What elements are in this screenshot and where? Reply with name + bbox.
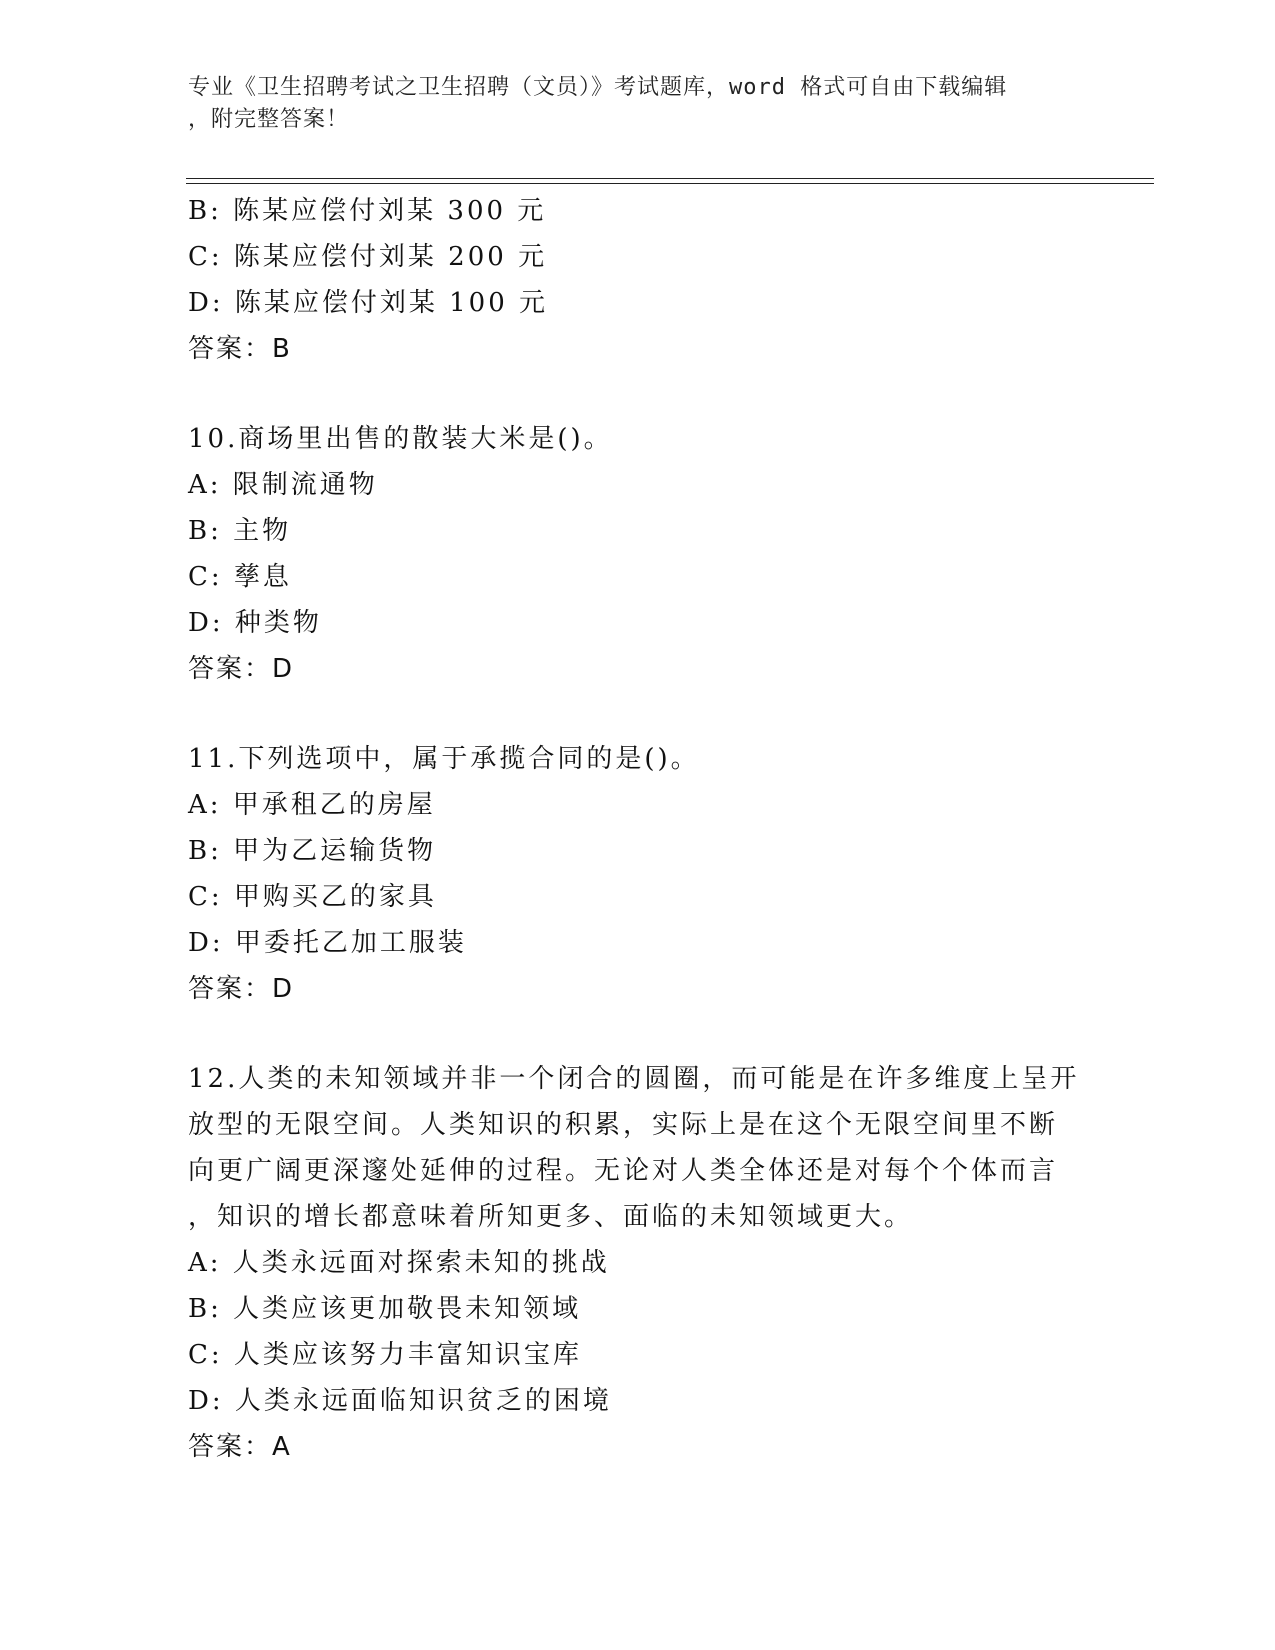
question-text-line: 12.人类的未知领域并非一个闭合的圆圈，而可能是在许多维度上呈开 — [188, 1064, 1080, 1094]
document-header — [188, 72, 1068, 136]
question-text: 10.商场里出售的散装大米是()。 — [188, 424, 613, 454]
option-c: C: 人类应该努力丰富知识宝库 — [188, 1340, 582, 1370]
option-b: B: 甲为乙运输货物 — [188, 836, 437, 866]
question-text-line: 放型的无限空间。人类知识的积累，实际上是在这个无限空间里不断 — [188, 1110, 1059, 1140]
header-line-2: ，附完整答案！ — [188, 107, 350, 132]
header-divider-bottom — [186, 183, 1154, 184]
answer-label: 答案：B — [188, 334, 292, 364]
spacer — [188, 1012, 1088, 1056]
answer-label: 答案：D — [188, 974, 295, 1004]
header-divider-top — [186, 178, 1154, 179]
question-12 — [188, 1056, 1088, 1470]
option-b: B: 陈某应偿付刘某 300 元 — [188, 196, 547, 226]
question-text-line: 向更广阔更深邃处延伸的过程。无论对人类全体还是对每个个体而言 — [188, 1156, 1059, 1186]
option-a: A: 甲承租乙的房屋 — [188, 790, 436, 820]
spacer — [188, 692, 1088, 736]
answer-label: 答案：A — [188, 1432, 292, 1462]
option-d: D: 人类永远面临知识贫乏的困境 — [188, 1386, 612, 1416]
question-10 — [188, 416, 1088, 692]
option-c: C: 孳息 — [188, 562, 292, 592]
option-c: C: 甲购买乙的家具 — [188, 882, 437, 912]
header-line-1: 专业《卫生招聘考试之卫生招聘（文员）》考试题库，word 格式可自由下载编辑 — [188, 75, 1008, 100]
option-c: C: 陈某应偿付刘某 200 元 — [188, 242, 548, 272]
option-d: D: 甲委托乙加工服装 — [188, 928, 467, 958]
document-body — [188, 188, 1088, 1470]
option-d: D: 陈某应偿付刘某 100 元 — [188, 288, 549, 318]
question-text: 11.下列选项中，属于承揽合同的是()。 — [188, 744, 700, 774]
option-b: B: 人类应该更加敬畏未知领域 — [188, 1294, 582, 1324]
question-text-line: ，知识的增长都意味着所知更多、面临的未知领域更大。 — [188, 1202, 914, 1232]
option-a: A: 限制流通物 — [188, 470, 378, 500]
question-9-continued — [188, 188, 1088, 372]
option-d: D: 种类物 — [188, 608, 322, 638]
answer-label: 答案：D — [188, 654, 295, 684]
spacer — [188, 372, 1088, 416]
option-a: A: 人类永远面对探索未知的挑战 — [188, 1248, 610, 1278]
option-b: B: 主物 — [188, 516, 292, 546]
question-11 — [188, 736, 1088, 1012]
